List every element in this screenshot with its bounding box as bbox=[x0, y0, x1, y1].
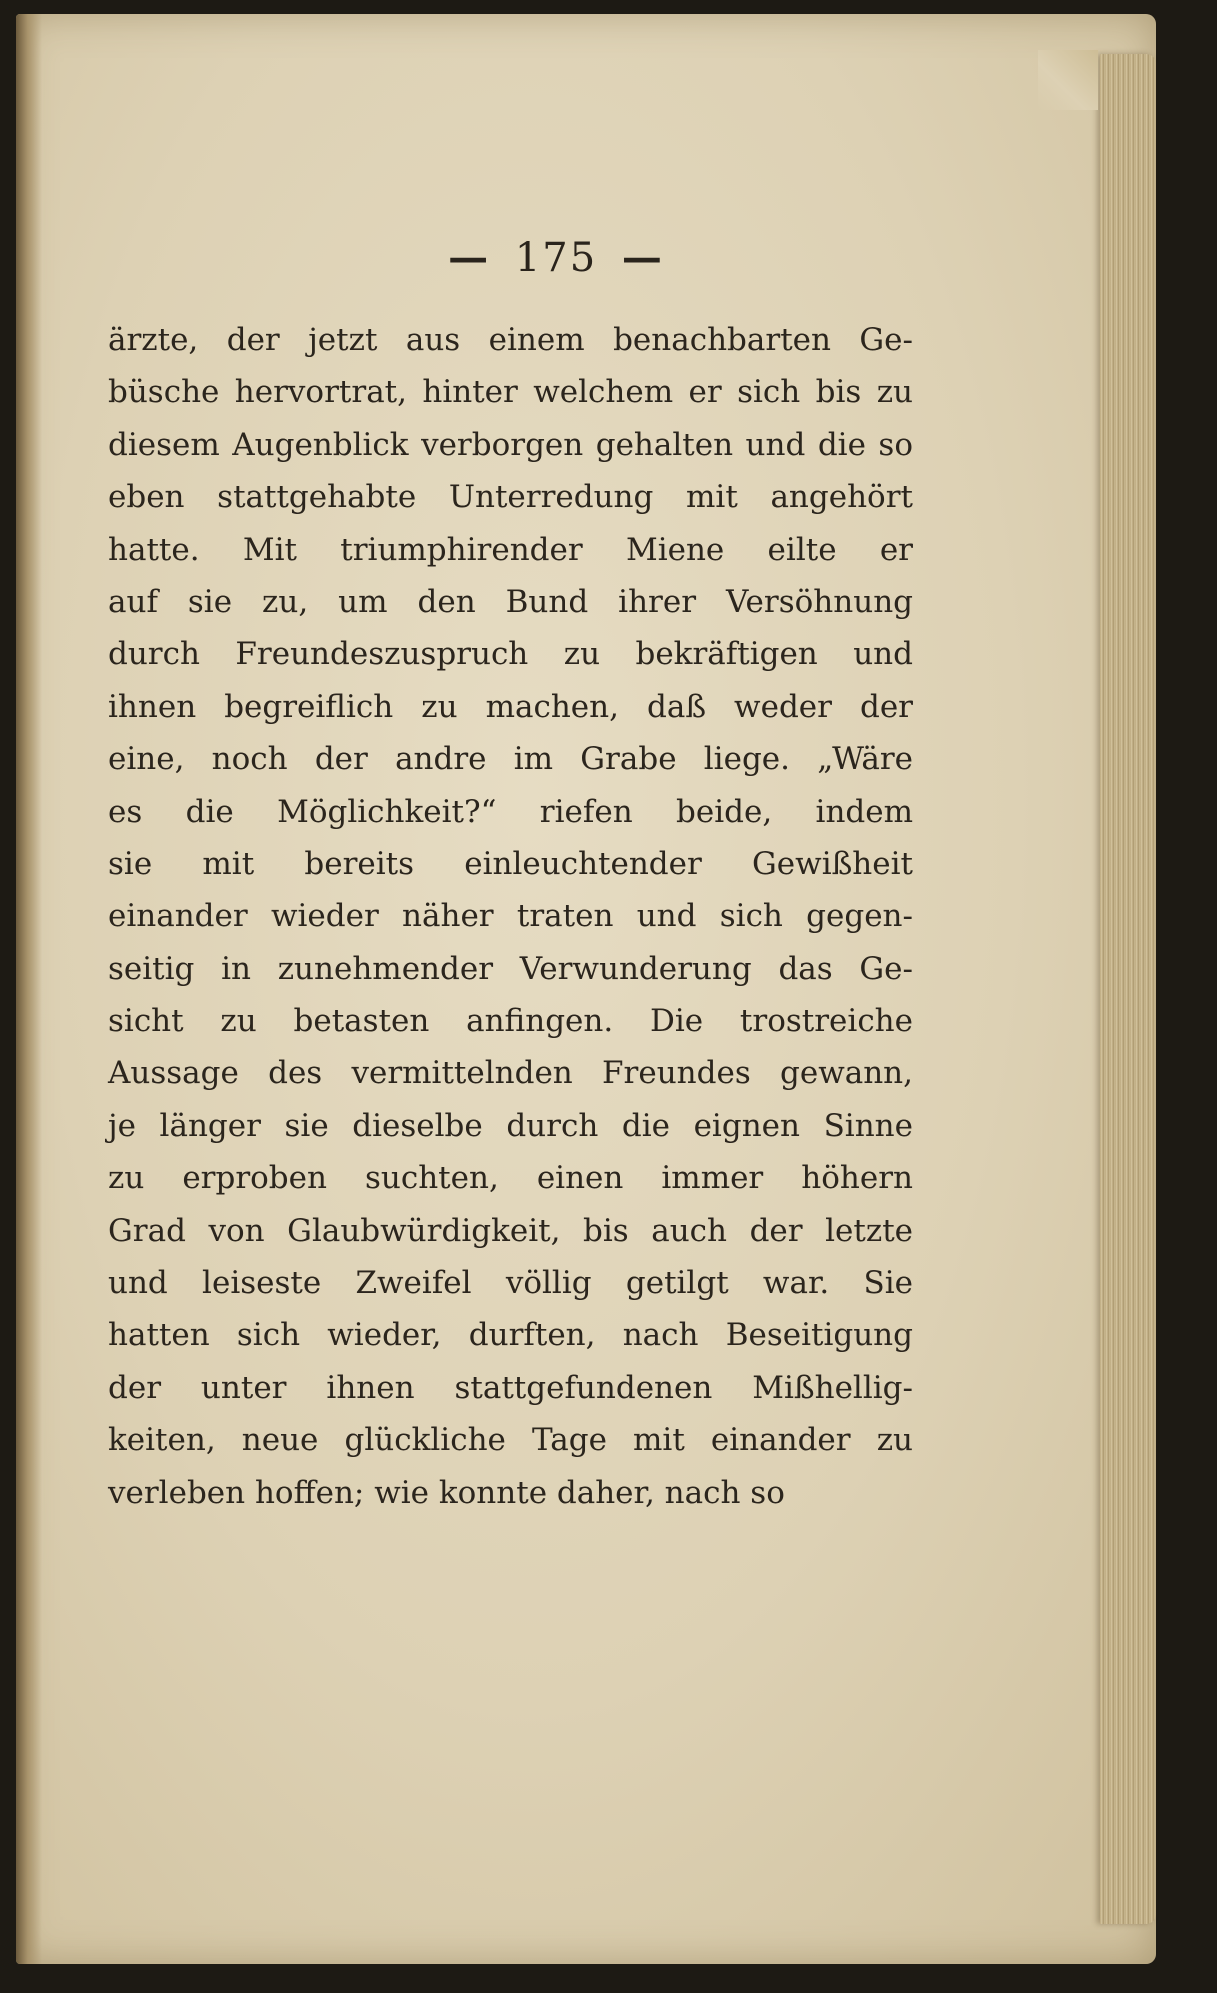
text-line: ihnen begreiflich zu machen, daß weder der bbox=[108, 688, 913, 725]
text-line: je länger sie dieselbe durch die eignen Sinne bbox=[108, 1107, 913, 1144]
page-gutter bbox=[16, 14, 42, 1964]
text-line: ärzte, der jetzt aus einem benachbarten Ge- bbox=[108, 322, 913, 358]
text-line: es die Möglichkeit?“ riefen beide, indem bbox=[108, 793, 913, 830]
book-page bbox=[16, 14, 1156, 1964]
text-line: eben stattgehabte Unterredung mit angehört bbox=[108, 479, 913, 516]
text-line: verleben hoffen; wie konnte daher, nach so bbox=[108, 1474, 785, 1511]
page-edges bbox=[1100, 54, 1156, 1924]
text-line: büsche hervortrat, hinter welchem er sich bis zu bbox=[108, 374, 913, 411]
text-line: Aussage des vermittelnden Freundes gewann, bbox=[108, 1055, 913, 1092]
text-line: seitig in zunehmender Verwunderung das Ge- bbox=[108, 950, 913, 987]
text-line: einander wieder näher traten und sich gegen- bbox=[108, 898, 913, 935]
text-line: sie mit bereits einleuchtender Gewißheit bbox=[108, 845, 913, 882]
text-line: hatte. Mit triumphirender Miene eilte er bbox=[108, 531, 913, 568]
text-line: eine, noch der andre im Grabe liege. „Wäre bbox=[108, 741, 913, 778]
text-line: hatten sich wieder, durften, nach Beseitigung bbox=[108, 1317, 913, 1354]
header-dash-left: — bbox=[448, 234, 491, 281]
text-line: Grad von Glaubwürdigkeit, bis auch der letzte bbox=[108, 1212, 913, 1249]
text-line: sicht zu betasten anfingen. Die trostreiche bbox=[108, 1003, 913, 1040]
text-line: diesem Augenblick verborgen gehalten und die so bbox=[108, 426, 913, 463]
page-header bbox=[16, 234, 1096, 281]
header-dash-right: — bbox=[621, 234, 664, 281]
text-line: keiten, neue glückliche Tage mit einander zu bbox=[108, 1422, 913, 1459]
text-line: der unter ihnen stattgefundenen Mißhellig- bbox=[108, 1369, 913, 1406]
page-corner bbox=[1038, 50, 1098, 110]
text-line: auf sie zu, um den Bund ihrer Versöhnung bbox=[108, 583, 913, 620]
page-number: 175 bbox=[514, 235, 598, 281]
body-text bbox=[108, 314, 913, 1519]
text-line: durch Freundeszuspruch zu bekräftigen und bbox=[108, 636, 913, 673]
text-line: zu erproben suchten, einen immer höhern bbox=[108, 1160, 913, 1197]
text-line: und leiseste Zweifel völlig getilgt war. Sie bbox=[108, 1265, 913, 1302]
